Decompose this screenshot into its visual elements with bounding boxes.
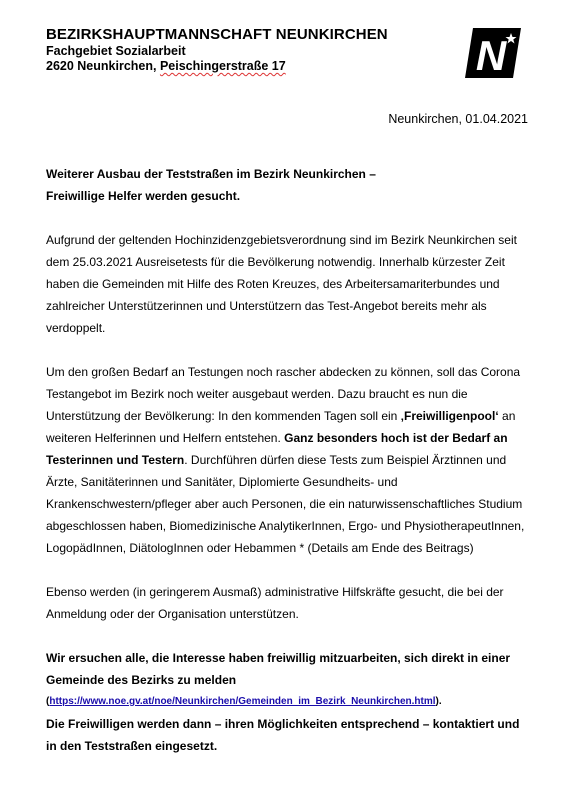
paragraph-4: Wir ersuchen alle, die Interesse haben freiwillig mitzuarbeiten, sich direkt in einer Gemeinde des Bezirks zu melden — [46, 651, 511, 687]
paragraph-2-text-e: . Durchführen dürfen diese Tests zum Beispiel Ärztinnen und Ärzte, Sanitäterinnen und Sanitäter, Diplomierte Gesundheits- und Krankenschwestern/pfleger aber auch Personen, die ein naturwissenschaftliches Studium abgeschlossen haben, Biomedizinische AnalytikerInnen, Ergo- und PhysiotherapeutInnen, LogopädInnen, DiätologInnen oder Hebammen * (Details am Ende des Beitrags) — [46, 453, 525, 555]
paragraph-1: Aufgrund der geltenden Hochinzidenzgebietsverordnung sind im Bezirk Neunkirchen seit dem 25.03.2021 Ausreisetests für die Bevölkerung notwendig. Innerhalb kürzester Zeit haben die Gemeinden mit Hilfe des Roten Kreuzes, des Arbeitersamariterbundes und zahlreicher Unterstützerinnen und Unterstützern das Test-Angebot bereits mehr als verdoppelt. — [46, 233, 517, 335]
date-line: Neunkirchen, 01.04.2021 — [388, 112, 528, 126]
headline-line-1: Weiterer Ausbau der Teststraßen im Bezirk Neunkirchen – — [46, 167, 376, 181]
paragraph-2-text-c: an weiteren Helferinnen und Helfern entstehen. — [46, 409, 516, 445]
paragraph-3: Ebenso werden (in geringerem Ausmaß) administrative Hilfskräfte gesucht, die bei der Anmeldung oder der Organisation unterstützen. — [46, 585, 504, 621]
address-postcode-city: 2620 Neunkirchen, — [46, 59, 160, 73]
testers-emphasis: Ganz besonders hoch ist der Bedarf an Testerinnen und Testern — [46, 431, 508, 467]
address-street: Peischingerstraße 17 — [159, 59, 286, 73]
letterhead — [46, 26, 388, 74]
headline-line-2: Freiwillige Helfer werden gesucht. — [46, 189, 241, 203]
municipalities-link[interactable]: https://www.noe.gv.at/noe/Neunkirchen/Gemeinden_im_Bezirk_Neunkirchen.html — [49, 696, 436, 707]
document-body — [46, 163, 531, 757]
paragraph-2 — [46, 361, 531, 559]
freiwilligenpool-term: ‚Freiwilligenpool‘ — [400, 409, 499, 423]
department-name: Fachgebiet Sozialarbeit — [46, 44, 186, 58]
organization-name: BEZIRKSHAUPTMANNSCHAFT NEUNKIRCHEN — [46, 26, 388, 43]
link-open-paren: ( — [46, 696, 50, 707]
logo-letter: N — [475, 32, 507, 78]
link-close-paren: ). — [435, 696, 442, 707]
address — [46, 59, 388, 74]
paragraph-2-text-a: Um den großen Bedarf an Testungen noch rascher abdecken zu können, soll das Corona Testangebot im Bezirk noch weiter ausgebaut werden. Dazu braucht es nun die Unterstützung der Bevölkerung: In den kommenden Tagen soll ein — [46, 365, 521, 423]
noe-logo — [465, 28, 521, 78]
municipalities-link-line — [46, 691, 531, 713]
paragraph-5: Die Freiwilligen werden dann – ihren Möglichkeiten entsprechend – kontaktiert und in den Teststraßen eingesetzt. — [46, 717, 520, 753]
